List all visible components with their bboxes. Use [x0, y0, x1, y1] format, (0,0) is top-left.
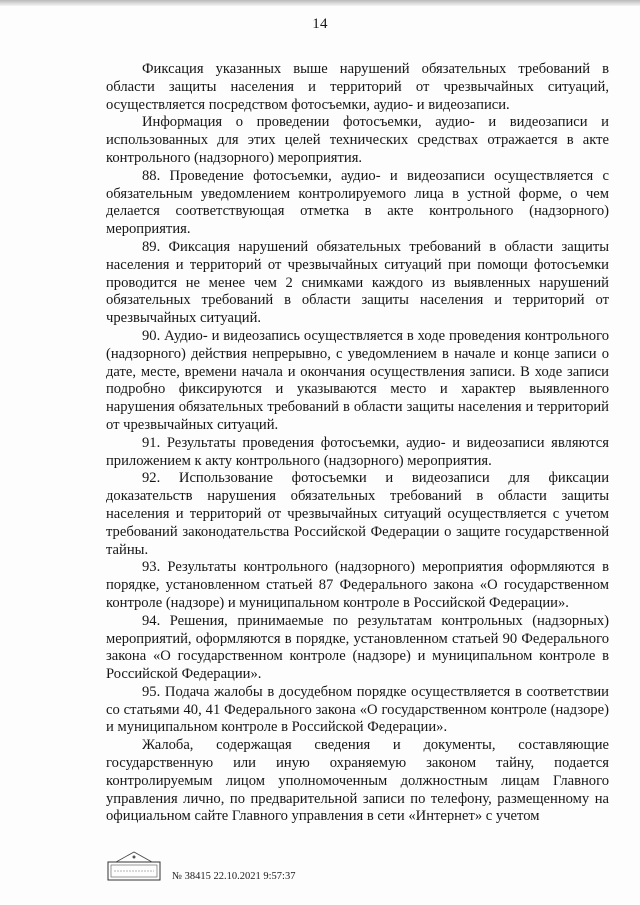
paragraph: Информация о проведении фотосъемки, аудио- и видеозаписи и использованных для этих целей технических средствах отражается в акте контрольного (надзорного) мероприятия.	[106, 114, 609, 166]
document-registration-number: № 38415 22.10.2021 9:57:37	[172, 871, 296, 882]
paragraph: 89. Фиксация нарушений обязательных требований в области защиты населения и территорий от чрезвычайных ситуаций при помощи фотосъемки проводится не менее чем 2 снимками каждого из выявленных нарушений обязательных требований в области защиты населения и территорий от чрезвычайных ситуаций.	[106, 238, 609, 327]
document-body	[106, 61, 609, 826]
paragraph: Жалоба, содержащая сведения и документы, составляющие государственную или иную охраняемую законом тайну, подается контролируемым лицом уполномоченным должностным лицам Главного управления лично, по предварительной записи по телефону, размещенному на официальном сайте Главного управления в сети «Интернет» с учетом	[106, 737, 609, 825]
paragraph: 90. Аудио- и видеозапись осуществляется в ходе проведения контрольного (надзорного) действия непрерывно, с уведомлением в начале и конце записи о дате, месте, времени начала и окончания осуществления записи. В ходе записи подробно фиксируются и указываются место и характер выявленного нарушения обязательных требований в области защиты населения и территорий от чрезвычайных ситуаций.	[106, 327, 609, 433]
paragraph: 92. Использование фотосъемки и видеозаписи для фиксации доказательств нарушения обязательных требований в области защиты населения и территорий от чрезвычайных ситуаций осуществляется с учетом требований законодательства Российской Федерации о защите государственной тайны.	[106, 470, 609, 558]
paragraph: 93. Результаты контрольного (надзорного) мероприятия оформляются в порядке, установленном статьей 87 Федерального закона «О государственном контроле (надзоре) и муниципальном контроле в Российской Федерации».	[106, 559, 609, 611]
paragraph: 95. Подача жалобы в досудебном порядке осуществляется в соответствии со статьями 40, 41 Федерального закона «О государственном контроле (надзоре) и муниципальном контроле в Российской Федерации».	[106, 683, 609, 736]
document-footer	[106, 846, 406, 886]
paragraph: Фиксация указанных выше нарушений обязательных требований в области защиты населения и территорий от чрезвычайных ситуаций, осуществляется посредством фотосъемки, аудио- и видеозаписи.	[106, 61, 609, 113]
paragraph: 91. Результаты проведения фотосъемки, аудио- и видеозаписи являются приложением к акту контрольного (надзорного) мероприятия.	[106, 434, 609, 469]
registry-stamp-icon	[106, 848, 162, 882]
paragraph: 88. Проведение фотосъемки, аудио- и видеозаписи осуществляется с обязательным уведомлением контролируемого лица в устной форме, о чем делается соответствующая отметка в акте контрольного (надзорного) мероприятия.	[106, 167, 609, 238]
scan-top-edge	[0, 0, 640, 6]
page-number: 14	[312, 16, 328, 32]
paragraph: 94. Решения, принимаемые по результатам контрольных (надзорных) мероприятий, оформляются в порядке, установленном статьей 90 Федерального закона «О государственном контроле (надзоре) и муниципальном контроле в Российской Федерации».	[106, 612, 609, 683]
